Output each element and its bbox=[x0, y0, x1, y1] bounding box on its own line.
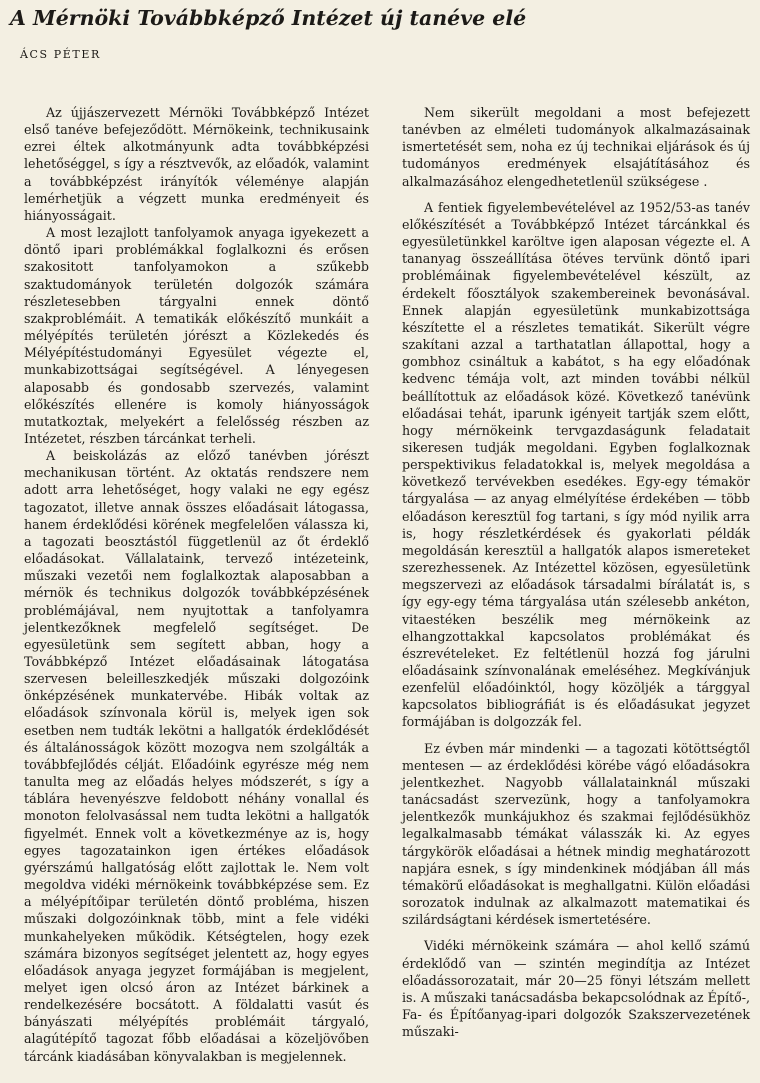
article-author: ÁCS PÉTER bbox=[20, 48, 101, 61]
right-column bbox=[402, 104, 750, 1040]
paragraph: Vidéki mérnökeink számára — ahol kellő számú érdeklődő van — szintén megindítja az Intézet előadássorozatait, már 20—25 fönyi létszám mellett is. A műszaki tanácsadásba bekapcsolódnak az Építő-, Fa- és Építőanyag-ipari dolgozók Szakszervezetének műszaki- bbox=[402, 938, 750, 1040]
paragraph: A fentiek figyelembevételével az 1952/53-as tanév előkészítését a Továbbképző Intézet tárcánkkal és egyesületünkkel karöltve igen alaposan végezte el. A tananyag összeállítása ötéves tervünk döntő ipari problémáinak figyelembevételével készült, az érdekelt főosztályok szakembereinek bevonásával. Ennek alapján egyesületünk munkabizottsága készítette el a részletes tematikát. Sikerült végre szakítani azzal a tarthatatlan állapottal, hogy a gombhoz csináltuk a kabátot, s ha egy előadónak kedvenc témája volt, azt minden további nélkül beállítottuk az előadások közé. Következő tanévünk előadásai tehát, iparunk igényeit tartják szem előtt, hogy mérnökeink tervgazdaságunk feladatait sikeresen tudják megoldani. Egyben foglalkoznak perspektivikus feladatokkal is, melyek megoldása a következő tervévekben esedékes. Egy-egy témakör tárgyalása — az anyag elmélyítése érdekében — több előadáson keresztül fog tartani, s így mód nyilik arra is, hogy részletkérdések és gyakorlati példák megoldásán keresztül a hallgatók alapos ismereteket szerezhessenek. Az Intézettel közösen, egyesületünk megszervezi az előadások társadalmi bírálatát is, s így egy-egy téma tárgyalása után szélesebb ankéton, vitaestéken beszélik meg mérnökeink az elhangzottakkal kapcsolatos problémákat és észrevételeket. Ez feltétlenül hozzá fog járulni előadásaink színvonalának emeléséhez. Megkívánjuk ezenfelül előadóinktól, hogy közöljék a tárggyal kapcsolatos bibliográfiát is és előadásukat jegyzet formájában is dolgozzák fel. bbox=[402, 199, 750, 730]
paragraph: A most lezajlott tanfolyamok anyaga igyekezett a döntő ipari problémákkal foglalkozni és erősen szakositott tanfolyamokon a szűkebb szaktudományok területén dolgozók számára részletesebben tárgyalni ennek döntő szakproblémáit. A tematikák előkészítő munkáit a mélyépítés területén jórészt a Közlekedés és Mélyépítéstudományi Egyesület végezte el, munkabizottságai segítségével. A lényegesen alaposabb és gondosabb szervezés, valamint előkészítés ellenére is komoly hiányosságok mutatkoztak, melyekért a felelősség részben az Intézetet, részben tárcánkat terheli. bbox=[24, 225, 369, 446]
left-column bbox=[24, 104, 369, 1065]
article-title: A Mérnöki Továbbképző Intézet új tanéve elé bbox=[10, 6, 527, 30]
paragraph: Nem sikerült megoldani a most befejezett tanévben az elméleti tudományok alkalmazásainak ismertetését sem, noha ez új technikai eljárások és új tudományos eredmények elsajátításához és alkalmazásához elengedhetetlenül szükségese . bbox=[402, 105, 750, 189]
paragraph: Az újjászervezett Mérnöki Továbbképző Intézet első tanéve befejeződött. Mérnökeink, technikusaink ezrei éltek alkotmányunk adta továbbképzési lehetőséggel, s így a résztvevők, az előadók, valamint a továbbképzést irányítók véleménye alapján lemérhetjük a végzett munka eredményeit és hiányosságait. bbox=[24, 105, 369, 223]
paragraph: Ez évben már mindenki — a tagozati kötöttségtől mentesen — az érdeklődési körébe vágó előadásokra jelentkezhet. Nagyobb vállalatainknál műszaki tanácsadást szervezünk, hogy a tanfolyamokra jelentkezők munkájukhoz és szakmai fejlődésükhöz legalkalmasabb témákat válasszák ki. Az egyes tárgykörök előadásai a hétnek mindig meghatározott napjára esnek, s így mindenkinek módjában áll más témakörű előadásokat is meghallgatni. Külön előadási sorozatok indulnak az alkalmazott matematikai és szilárdságtani kérdések ismertetésére. bbox=[402, 740, 750, 928]
paragraph: A beiskolázás az előző tanévben jórészt mechanikusan történt. Az oktatás rendszere nem adott arra lehetőséget, hogy valaki ne egy egész tagozatot, illetve annak összes előadásait látogassa, hanem érdeklődési körének megfelelően válassza ki, a tagozati beosztástól függetlenül az őt érdeklő előadásokat. Vállalataink, tervező intézeteink, műszaki vezetői nem foglalkoztak alaposabban a mérnök és technikus dolgozók továbbképzésének problémájával, nem nyujtottak a tanfolyamra jelentkezőknek megfelelő segítséget. De egyesületünk sem segített abban, hogy a Továbbképző Intézet előadásainak látogatása szervesen beleilleszkedjék műszaki dolgozóink önképzésének munkatervébe. Hibák voltak az előadások színvonala körül is, melyek igen sok esetben nem tudták lekötni a hallgatók érdeklődését és általánosságok között mozogva nem szolgálták a továbbfejlődés célját. Előadóink egyrésze még nem tanulta meg az előadás helyes módszerét, s így a táblára hevenyészve feldobott néhány vonallal és monoton felolvasással nem tudta lekötni a hallgatók figyelmét. Ennek volt a következménye az is, hogy egyes tagozatainkon igen értékes előadások gyérszámú hallgatóság előtt zajlottak le. Nem volt megoldva vidéki mérnökeink továbbképzése sem. Ez a mélyépítőipar területén döntő probléma, hiszen műszaki dolgozóinknak több, mint a fele vidéki munkahelyeken működik. Kétségtelen, hogy ezek számára bizonyos segítséget jelentett az, hogy egyes előadások anyaga jegyzet formájában is megjelent, melyet igen olcsó áron az Intézet bárkinek a rendelkezésére bocsátott. A földalatti vasút és bányászati mélyépítés problémáit tárgyaló, alagútépítő tagozat főbb előadásai a közeljövőben tárcánk kiadásában könyvalakban is megjelennek. bbox=[24, 448, 369, 1064]
